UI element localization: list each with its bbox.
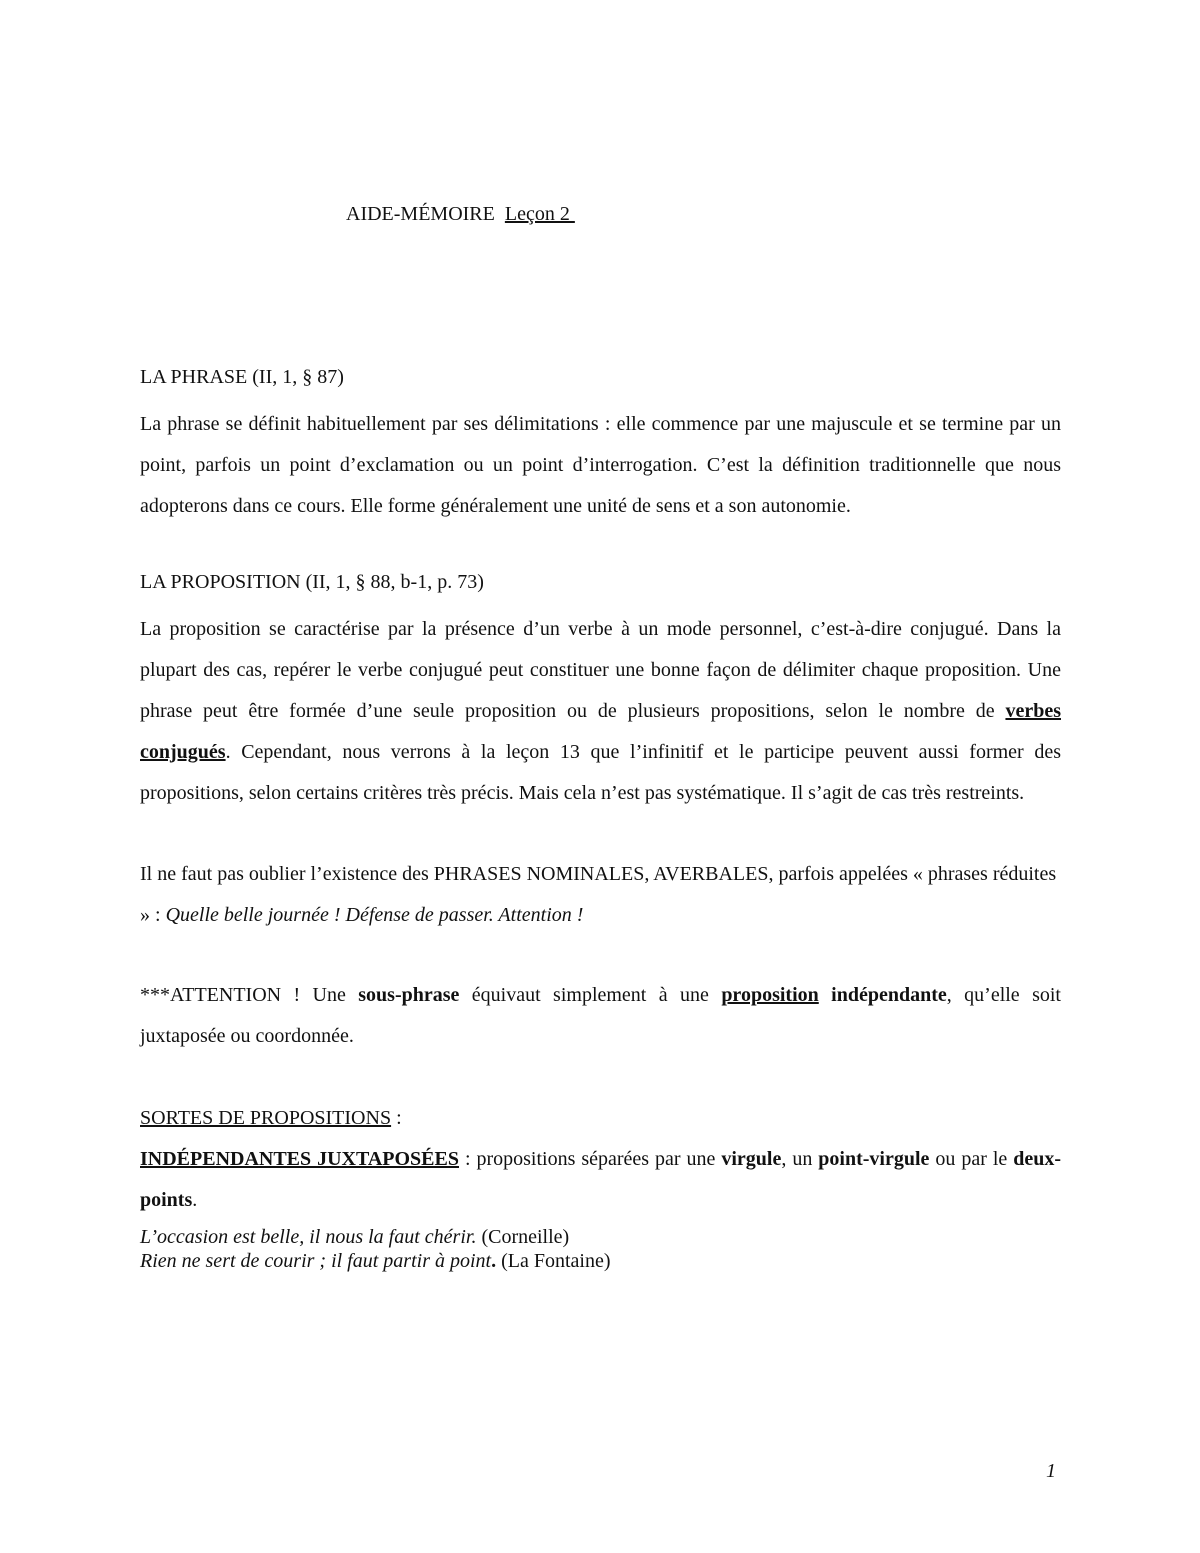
paragraph-attention <box>140 975 1061 1057</box>
point-virgule-term: point-virgule <box>818 1148 930 1170</box>
example-dot: . <box>491 1250 497 1272</box>
nominales-examples: Quelle belle journée ! Défense de passer. Attention ! <box>165 904 584 926</box>
document-body <box>140 363 1061 1273</box>
attention-mid: équivaut simplement à une <box>459 984 722 1006</box>
nominales-text: Il ne faut pas oublier l’existence des PHRASES NOMINALES, AVERBALES, parfois appelées « phrases réduites » : <box>140 863 1057 926</box>
example-author: (Corneille) <box>476 1226 570 1248</box>
section-heading-phrase: LA PHRASE (II, 1, § 87) <box>140 366 344 388</box>
document-title <box>346 203 575 226</box>
proposition-text-2: . Cependant, nous verrons à la leçon 13 que l’infinitif et le participe peuvent aussi former des propositions, selon certains critères très précis. Mais cela n’est pas systématique. Il s’agit de cas très restreints. <box>140 741 1061 804</box>
sortes-heading-text: SORTES DE PROPOSITIONS <box>140 1107 392 1129</box>
attention-prefix: ***ATTENTION ! Une <box>140 984 359 1006</box>
paragraph-proposition <box>140 609 1061 814</box>
independante-term: indépendante <box>831 984 947 1006</box>
sous-phrase-term: sous-phrase <box>358 984 460 1006</box>
attention-space <box>819 984 831 1006</box>
page-number: 1 <box>1046 1460 1056 1482</box>
paragraph-nominales <box>140 854 1061 936</box>
attention-suffix: , qu’elle soit juxtaposée ou coordonnée. <box>140 984 1061 1047</box>
sortes-heading-suffix: : <box>391 1107 402 1129</box>
juxtaposees-desc-2: , un <box>781 1148 819 1170</box>
deux-points-term: deux-points <box>140 1148 1062 1211</box>
title-lecon: Leçon 2 <box>504 203 575 225</box>
example-quote: L’occasion est belle, il nous la faut chérir. <box>140 1226 477 1248</box>
paragraph-phrase: La phrase se définit habituellement par ses délimitations : elle commence par une majuscule et se termine par un point, parfois un point d’exclamation ou un point d’interrogation. C’est la définition traditionnelle que nous adopterons dans ce cours. Elle forme généralement une unité de sens et a son autonomie. <box>140 413 1061 517</box>
paragraph-juxtaposees <box>140 1139 1061 1221</box>
juxtaposees-desc-1: : propositions séparées par une <box>459 1148 722 1170</box>
example-quote: Rien ne sert de courir ; il faut partir à point <box>140 1250 492 1272</box>
juxtaposees-desc-3: ou par le <box>929 1148 1014 1170</box>
example-author: (La Fontaine) <box>496 1250 611 1272</box>
sortes-heading <box>140 1098 1061 1139</box>
juxtaposees-desc-4: . <box>192 1189 198 1211</box>
virgule-term: virgule <box>721 1148 782 1170</box>
juxtaposees-term: INDÉPENDANTES JUXTAPOSÉES <box>140 1148 459 1170</box>
verbes-conjugues-emphasis: verbes conjugués <box>140 700 1061 763</box>
section-heading-proposition: LA PROPOSITION (II, 1, § 88, b-1, p. 73) <box>140 571 484 593</box>
proposition-term: proposition <box>721 984 819 1006</box>
example-list <box>140 1225 1061 1273</box>
proposition-text-1: La proposition se caractérise par la présence d’un verbe à un mode personnel, c’est-à-dire conjugué. Dans la plupart des cas, repérer le verbe conjugué peut constituer une bonne façon de délimiter chaque proposition. Une phrase peut être formée d’une seule proposition ou de plusieurs propositions, selon le nombre de <box>140 618 1061 722</box>
title-main: AIDE-MÉMOIRE <box>346 203 495 225</box>
